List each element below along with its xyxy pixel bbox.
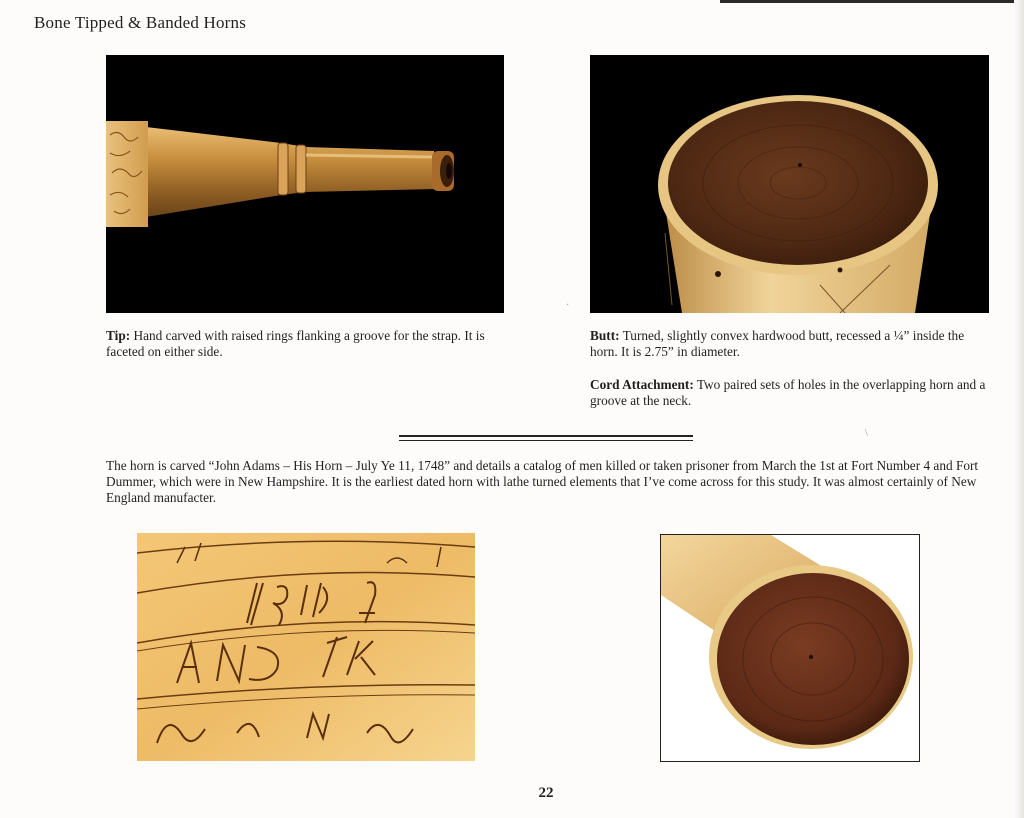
cord-caption-label: Cord Attachment: [590, 377, 694, 392]
top-edge-rule [720, 0, 1024, 3]
horn-butt-photo [590, 55, 989, 313]
carved-inscription-photo [137, 533, 475, 761]
page-number: 22 [538, 785, 554, 801]
cord-attachment-caption [590, 377, 990, 409]
cord-caption-text: Two paired sets of holes in the overlapping horn and a groove at the neck. [590, 377, 986, 408]
tip-caption-text: Hand carved with raised rings flanking a groove for the strap. It is faceted on either side. [106, 328, 485, 359]
print-speck: \ [865, 428, 868, 439]
butt-caption-text: Turned, slightly convex hardwood butt, recessed a ¼” inside the horn. It is 2.75” in diameter. [590, 328, 965, 359]
butt-caption [590, 328, 990, 360]
tip-caption-label: Tip: [106, 328, 131, 343]
running-head: Bone Tipped & Banded Horns [34, 13, 247, 32]
print-speck: · [566, 300, 570, 311]
section-divider [399, 435, 693, 441]
page-gutter-shadow [1014, 0, 1024, 818]
tip-caption [106, 328, 506, 360]
butt-caption-label: Butt: [590, 328, 620, 343]
body-paragraph: The horn is carved “John Adams – His Horn – July Ye 11, 1748” and details a catalog of men killed or taken prisoner from March the 1st at Fort Number 4 and Fort Dummer, which were in New Hampshire. It is the earliest dated horn with lathe turned elements that I’ve come across for this study. It was almost certainly of New England manufacter. [106, 458, 979, 505]
horn-butt-closeup-photo [660, 534, 920, 762]
horn-tip-photo [106, 55, 504, 313]
